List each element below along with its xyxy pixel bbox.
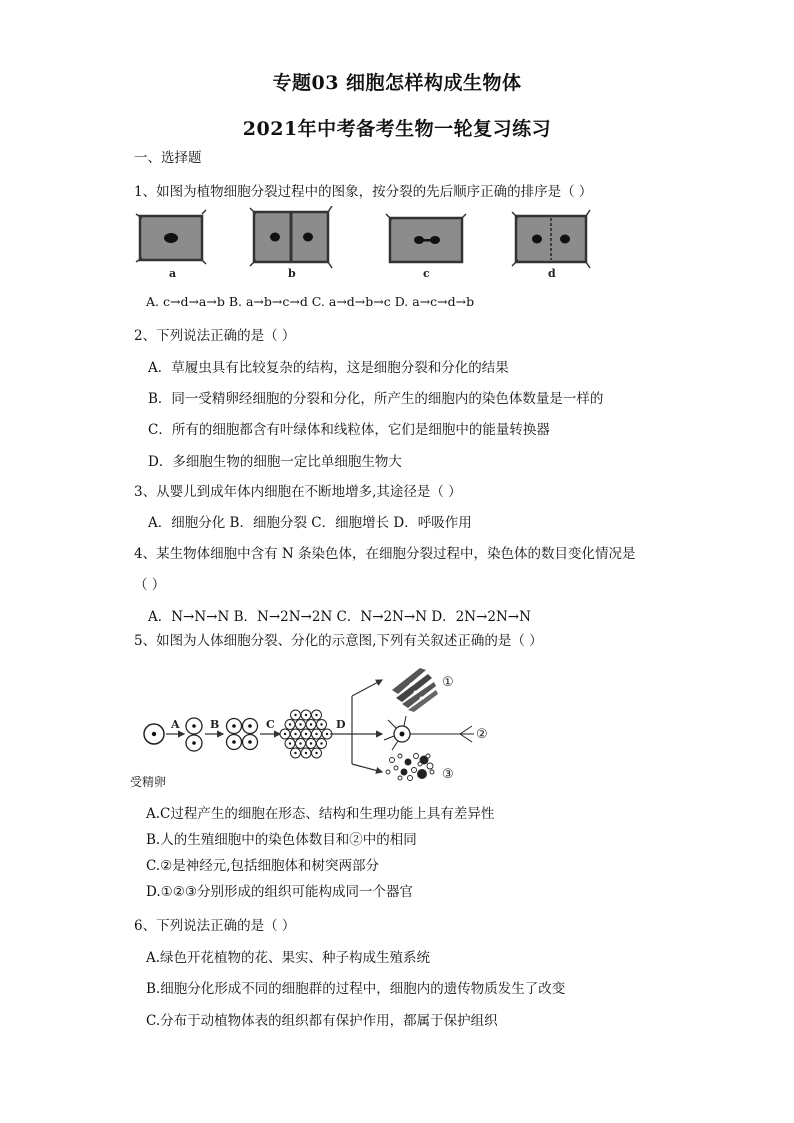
question-1-stem: 1、如图为植物细胞分裂过程中的图象，按分裂的先后顺序正确的排序是（ ）	[134, 184, 593, 200]
small-cell-nucleus	[315, 752, 317, 754]
small-cell-nucleus	[294, 714, 296, 716]
small-cell-nucleus	[305, 733, 307, 735]
zygote-label: 受精卵	[130, 775, 167, 789]
small-cell-nucleus	[299, 742, 301, 744]
page-title: 专题03 细胞怎样构成生物体	[272, 72, 522, 94]
label-B: B	[210, 718, 220, 731]
human-cell-differentiation-figure	[130, 660, 500, 790]
small-cell-nucleus	[284, 733, 286, 735]
question-4-stem: 4、某生物体细胞中含有 N 条染色体，在细胞分裂过程中，染色体的数目变化情况是	[134, 546, 636, 562]
blood-cell	[412, 768, 417, 773]
blood-cell	[418, 770, 427, 779]
blood-cell	[398, 754, 402, 758]
small-cell-nucleus	[310, 723, 312, 725]
small-cell-nucleus	[294, 733, 296, 735]
muscle-cells	[392, 668, 438, 712]
marker-1: ①	[442, 675, 454, 690]
label-d: d	[548, 267, 556, 280]
label-A: A	[171, 718, 180, 731]
label-a: a	[169, 267, 177, 280]
cell-d	[512, 210, 590, 268]
small-cell-nucleus	[315, 714, 317, 716]
blood-cell	[418, 762, 422, 766]
blood-cell	[427, 763, 433, 769]
cell-b	[250, 206, 332, 268]
label-D: D	[336, 718, 346, 731]
blood-cell	[414, 754, 419, 759]
question-1-options: A. c→d→a→b B. a→b→c→d C. a→d→b→c D. a→c→d→b	[146, 294, 475, 309]
label-C: C	[266, 718, 275, 731]
blood-cell	[386, 770, 390, 774]
plant-cell-division-figure	[132, 206, 602, 280]
small-cell-nucleus	[320, 742, 322, 744]
blood-cell	[405, 759, 411, 765]
question-4-options: A．N→N→N B．N→2N→2N C．N→2N→N D．2N→2N→N	[148, 609, 531, 625]
question-3-stem: 3、从婴儿到成年体内细胞在不断地增多,其途径是（ ）	[134, 484, 462, 500]
section-heading: 一、选择题	[134, 150, 202, 166]
question-2-stem: 2、下列说法正确的是（ ）	[134, 328, 296, 344]
small-cell-nucleus	[299, 723, 301, 725]
question-5-option-d: D.①②③分别形成的组织可能构成同一个器官	[146, 884, 413, 900]
cell-c	[386, 214, 466, 262]
question-2-option-c: C．所有的细胞都含有叶绿体和线粒体，它们是细胞中的能量转换器	[148, 422, 550, 438]
small-cell-nucleus	[305, 752, 307, 754]
question-2-option-d: D．多细胞生物的细胞一定比单细胞生物大	[148, 454, 402, 470]
label-c: c	[423, 267, 430, 280]
question-2-option-b: B．同一受精卵经细胞的分裂和分化，所产生的细胞内的染色体数量是一样的	[148, 391, 604, 407]
small-cell-nucleus	[289, 742, 291, 744]
blood-cell	[401, 769, 407, 775]
blood-cells	[386, 754, 434, 781]
label-b: b	[288, 267, 296, 280]
question-5-option-a: A.C过程产生的细胞在形态、结构和生理功能上具有差异性	[146, 806, 495, 822]
neuron	[384, 716, 474, 750]
cell-mass	[280, 710, 332, 758]
blood-cell	[408, 776, 413, 781]
blood-cell	[426, 754, 430, 758]
cell-a	[136, 210, 206, 264]
small-cell-nucleus	[294, 752, 296, 754]
marker-2: ②	[476, 727, 488, 742]
question-5-option-c: C.②是神经元,包括细胞体和树突两部分	[146, 858, 380, 874]
page-subtitle: 2021年中考备考生物一轮复习练习	[242, 118, 552, 140]
marker-3: ③	[442, 767, 454, 782]
question-6-option-c: C.分布于动植物体表的组织都有保护作用，都属于保护组织	[146, 1013, 498, 1029]
small-cell-nucleus	[326, 733, 328, 735]
question-2-option-a: A．草履虫具有比较复杂的结构，这是细胞分裂和分化的结果	[148, 360, 509, 376]
question-5-stem: 5、如图为人体细胞分裂、分化的示意图,下列有关叙述正确的是（ ）	[134, 633, 543, 649]
small-cell-nucleus	[310, 742, 312, 744]
question-4-stem-blank: （ ）	[134, 577, 166, 593]
small-cell-nucleus	[315, 733, 317, 735]
question-5-option-b: B.人的生殖细胞中的染色体数目和②中的相同	[146, 832, 417, 848]
blood-cell	[398, 776, 402, 780]
small-cell-nucleus	[289, 723, 291, 725]
blood-cell	[390, 758, 395, 763]
small-cell-nucleus	[305, 714, 307, 716]
question-6-option-b: B.细胞分化形成不同的细胞群的过程中，细胞内的遗传物质发生了改变	[146, 981, 566, 997]
small-cell-nucleus	[320, 723, 322, 725]
blood-cell	[394, 766, 398, 770]
question-3-options: A．细胞分化 B．细胞分裂 C．细胞增长 D．呼吸作用	[148, 515, 472, 531]
question-6-stem: 6、下列说法正确的是（ ）	[134, 918, 296, 934]
question-6-option-a: A.绿色开花植物的花、果实、种子构成生殖系统	[146, 950, 431, 966]
blood-cell	[430, 770, 434, 774]
